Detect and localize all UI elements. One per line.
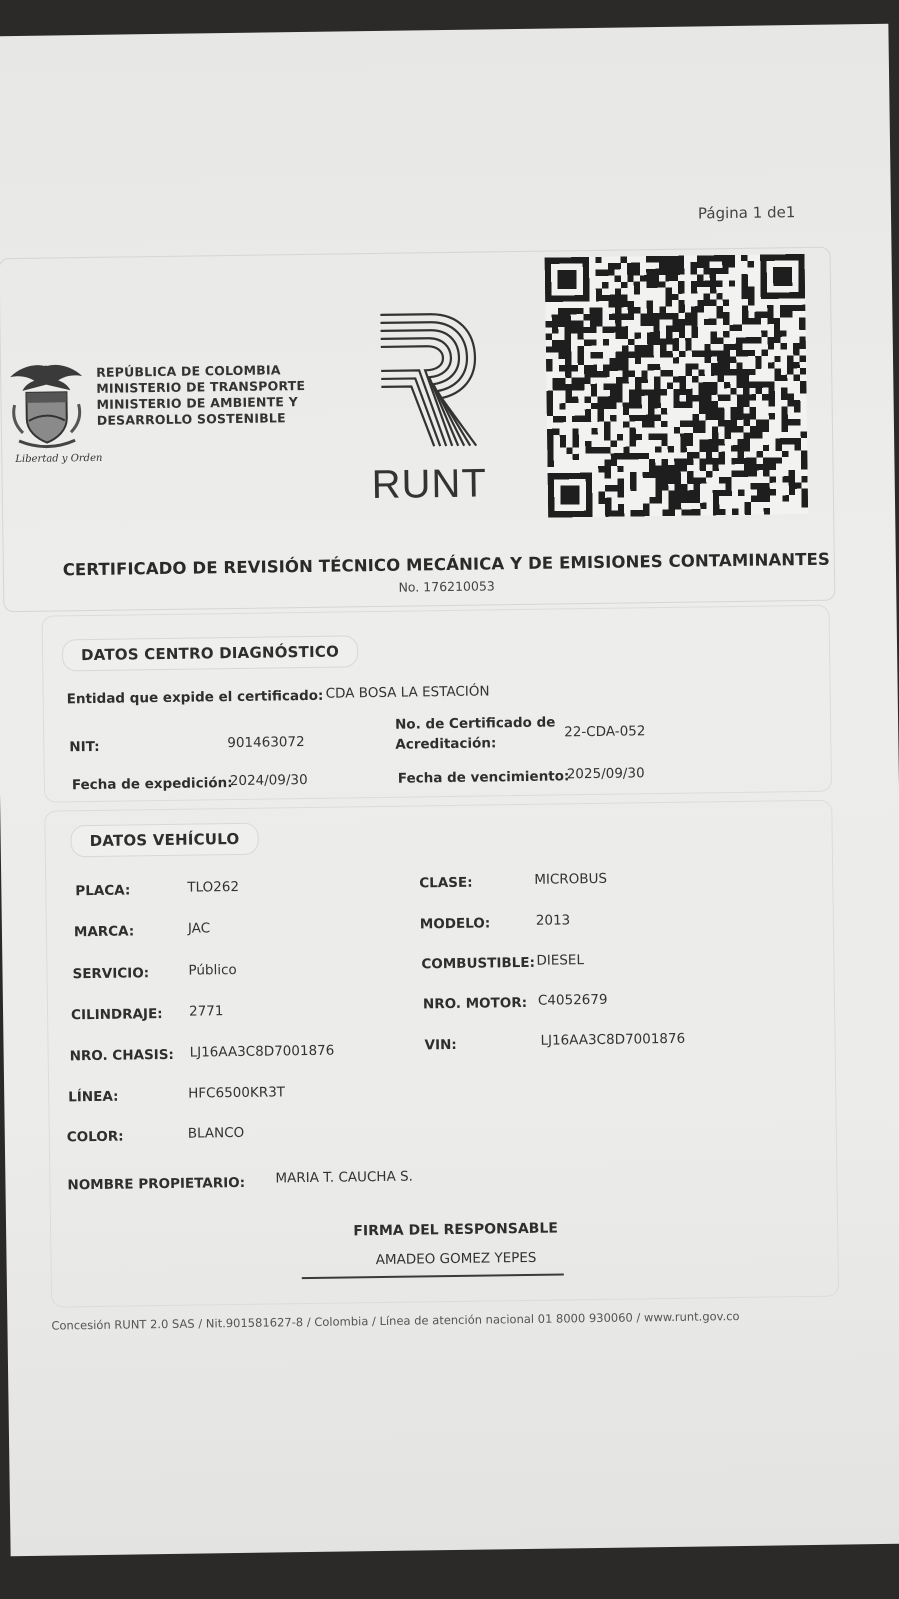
combustible-value: DIESEL bbox=[536, 952, 585, 969]
vehicle-heading: DATOS VEHÍCULO bbox=[70, 823, 258, 858]
vin-label: VIN: bbox=[424, 1036, 457, 1054]
nit-value: 901463072 bbox=[227, 734, 305, 752]
marca-value: JAC bbox=[187, 920, 211, 937]
ministry-line: MINISTERIO DE AMBIENTE Y bbox=[96, 394, 299, 412]
linea-label: LÍNEA: bbox=[68, 1088, 119, 1106]
ministry-line: DESARROLLO SOSTENIBLE bbox=[96, 410, 286, 428]
nit-label: NIT: bbox=[69, 738, 100, 756]
color-value: BLANCO bbox=[187, 1124, 245, 1142]
placa-label: PLACA: bbox=[75, 882, 131, 900]
marca-label: MARCA: bbox=[73, 923, 135, 941]
linea-value: HFC6500KR3T bbox=[188, 1084, 286, 1102]
vin-value: LJ16AA3C8D7001876 bbox=[540, 1030, 686, 1049]
chasis-label: NRO. CHASIS: bbox=[69, 1046, 175, 1065]
acreditacion-value: 22-CDA-052 bbox=[564, 723, 646, 741]
runt-wordmark: RUNT bbox=[371, 461, 488, 508]
propietario-value: MARIA T. CAUCHA S. bbox=[275, 1168, 414, 1187]
propietario-label: NOMBRE PROPIETARIO: bbox=[67, 1174, 246, 1194]
vencimiento-value: 2025/09/30 bbox=[566, 765, 645, 783]
footer-text: Concesión RUNT 2.0 SAS / Nit.901581627-8 / Colombia / Línea de atención nacional 01 8000 930060 / www.runt.gov.co bbox=[51, 1309, 740, 1333]
clase-value: MICROBUS bbox=[534, 870, 608, 888]
entidad-label: Entidad que expide el certificado: bbox=[66, 687, 324, 708]
placa-value: TLO262 bbox=[187, 878, 240, 896]
diagnostic-center-heading: DATOS CENTRO DIAGNÓSTICO bbox=[62, 635, 358, 671]
expedicion-label: Fecha de expedición: bbox=[71, 775, 233, 794]
motor-value: C4052679 bbox=[537, 991, 608, 1009]
ministry-line: MINISTERIO DE TRANSPORTE bbox=[96, 377, 306, 396]
entidad-value: CDA BOSA LA ESTACIÓN bbox=[325, 683, 490, 702]
acreditacion-label-line: Acreditación: bbox=[395, 735, 497, 753]
national-motto: Libertad y Orden bbox=[15, 452, 103, 466]
servicio-value: Público bbox=[188, 961, 237, 979]
qr-code-icon bbox=[545, 253, 809, 519]
certificate-number: No. 176210053 bbox=[398, 578, 495, 595]
ministry-block bbox=[96, 362, 306, 429]
modelo-value: 2013 bbox=[535, 912, 571, 929]
signature-title: FIRMA DEL RESPONSABLE bbox=[353, 1220, 559, 1240]
certificate-page bbox=[0, 24, 899, 1556]
cilindraje-label: CILINDRAJE: bbox=[70, 1006, 163, 1024]
motor-label: NRO. MOTOR: bbox=[422, 994, 528, 1013]
coat-of-arms-icon bbox=[6, 360, 87, 456]
certificate-title: CERTIFICADO DE REVISIÓN TÉCNICO MECÁNICA Y DE EMISIONES CONTAMINANTES bbox=[62, 549, 831, 580]
ministry-line: REPÚBLICA DE COLOMBIA bbox=[96, 362, 281, 380]
modelo-label: MODELO: bbox=[419, 915, 491, 933]
acreditacion-label-line: No. de Certificado de bbox=[394, 714, 556, 733]
cilindraje-value: 2771 bbox=[188, 1003, 224, 1020]
vencimiento-label: Fecha de vencimiento: bbox=[397, 768, 570, 787]
acreditacion-label bbox=[395, 713, 556, 755]
expedicion-value: 2024/09/30 bbox=[229, 771, 308, 790]
page-number: Página 1 de1 bbox=[697, 203, 796, 223]
clase-label: CLASE: bbox=[419, 874, 473, 892]
servicio-label: SERVICIO: bbox=[72, 965, 150, 983]
runt-logo-icon bbox=[378, 310, 480, 451]
combustible-label: COMBUSTIBLE: bbox=[421, 954, 536, 973]
signature-name: AMADEO GOMEZ YEPES bbox=[375, 1249, 537, 1269]
color-label: COLOR: bbox=[66, 1128, 124, 1146]
chasis-value: LJ16AA3C8D7001876 bbox=[189, 1042, 335, 1061]
